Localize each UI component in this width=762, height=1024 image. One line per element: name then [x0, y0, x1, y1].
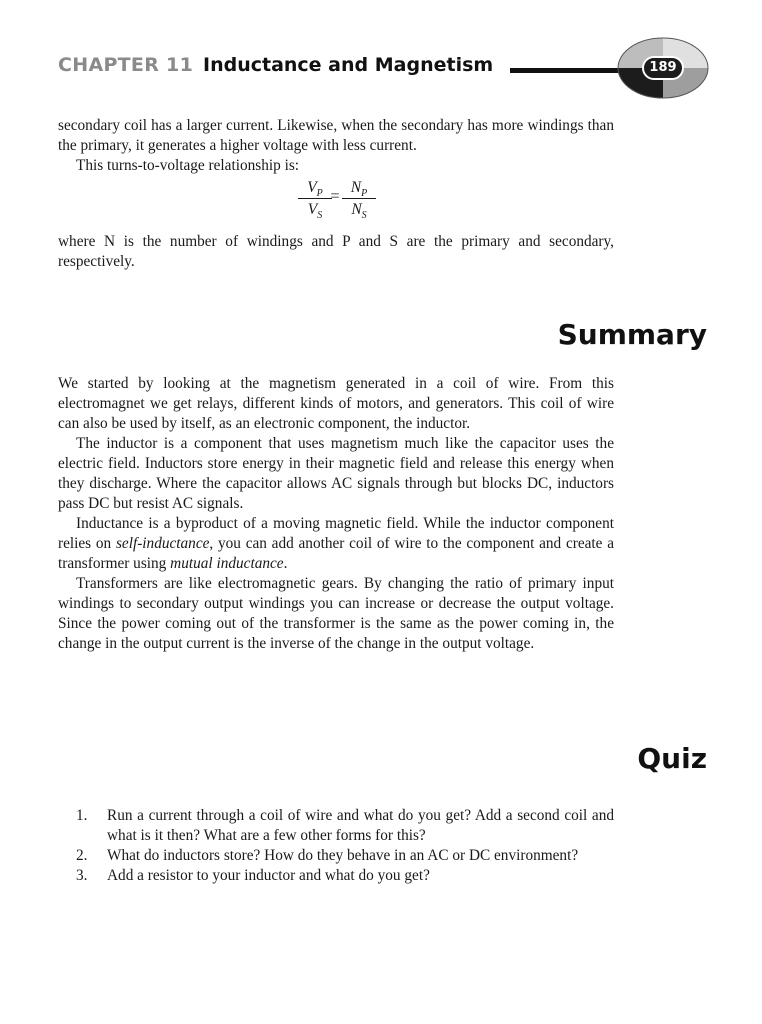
formula-equals: = — [330, 188, 340, 205]
summary-paragraph: Inductance is a byproduct of a moving magnetic field. While the inductor component relies on self-inductance, you can add another coil of wire to the component and create a transformer using mutual inductance. — [58, 515, 615, 572]
term-mutual-inductance: mutual inductance — [170, 555, 284, 572]
intro-paragraph: secondary coil has a larger current. Likewise, when the secondary has more windings than the primary, it generates a higher voltage with less current. — [58, 117, 614, 154]
formula-rhs-fraction: $\frac{N_P}{N_S}$ — [342, 178, 376, 221]
chapter-label: CHAPTER 11 — [58, 54, 194, 76]
term-self-inductance: self-inductance — [115, 535, 210, 552]
turns-voltage-formula — [298, 178, 388, 228]
quiz-item — [58, 866, 614, 886]
page-number: 189 — [649, 60, 677, 75]
quiz-item-text: Run a current through a coil of wire and what do you get? Add a second coil and what is it then? What are a few other forms for this? — [107, 807, 614, 844]
header-rule — [510, 68, 630, 73]
summary-paragraph: The inductor is a component that uses magnetism much like the capacitor uses the electric field. Inductors store energy in their magnetic field and release this energy when they discharge. Where the capacitor allows AC signals through but blocks DC, inductors pass DC but resist AC signals. — [58, 435, 614, 512]
quiz-item — [58, 806, 614, 846]
quiz-item — [58, 846, 614, 866]
intro-paragraph: This turns-to-voltage relationship is: — [76, 157, 300, 174]
quiz-item-text: Add a resistor to your inductor and what do you get? — [107, 867, 430, 884]
chapter-title: Inductance and Magnetism — [203, 54, 494, 76]
summary-paragraph: We started by looking at the magnetism generated in a coil of wire. From this electromagnet we get relays, different kinds of motors, and generators. This coil of wire can also be used by itself, as an electronic component, the inductor. — [58, 375, 614, 432]
formula-lhs-fraction: $\frac{V_P}{V_S}$ — [298, 178, 332, 221]
intro-paragraph: where N is the number of windings and P and S are the primary and secondary, respectively. — [58, 233, 614, 270]
quiz-list — [58, 806, 614, 886]
intro-text — [58, 116, 614, 176]
summary-heading: Summary — [557, 318, 707, 351]
quiz-item-number: 1. — [76, 807, 88, 824]
quiz-heading: Quiz — [637, 742, 707, 775]
quiz-item-number: 3. — [76, 867, 88, 884]
page-number-badge — [616, 36, 710, 100]
formula-explanation — [58, 232, 614, 272]
quiz-item-number: 2. — [76, 847, 88, 864]
page-header — [58, 52, 718, 102]
summary-body — [58, 374, 614, 654]
summary-paragraph: Transformers are like electromagnetic gears. By changing the ratio of primary input windings to secondary output windings you can increase or decrease the output voltage. Since the power coming out of the transformer is the same as the power coming in, the change in the output current is the inverse of the change in the output voltage. — [58, 575, 614, 652]
quiz-item-text: What do inductors store? How do they behave in an AC or DC environment? — [107, 847, 579, 864]
